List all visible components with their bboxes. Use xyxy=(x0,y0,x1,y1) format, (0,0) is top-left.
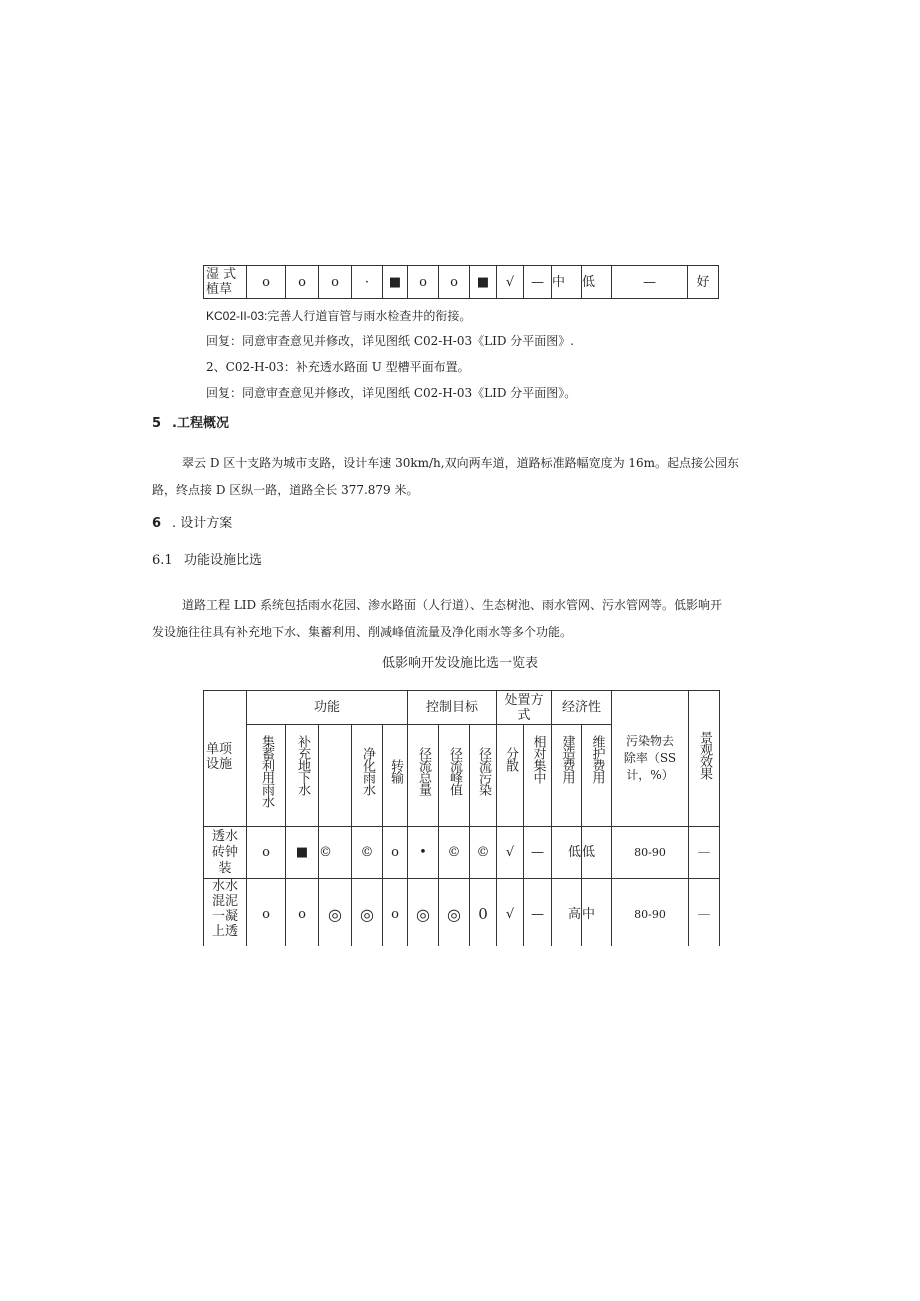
section-6-number: 6 xyxy=(152,516,162,531)
comparison-table-clip xyxy=(203,690,723,946)
landscape-text: 景观效果 xyxy=(697,731,712,779)
cell: √ xyxy=(497,266,524,299)
cell: 80-90 xyxy=(612,879,689,947)
cell: ◎ xyxy=(408,879,439,947)
cell: 低 xyxy=(582,827,612,879)
header-disposal: 处置方 式 xyxy=(497,691,552,725)
sub-header: 径流总量 xyxy=(408,725,439,827)
cell: 低 xyxy=(552,827,582,879)
item-2-line: 2、C02-H-03：补充透水路面 U 型槽平面布置。 xyxy=(206,360,470,374)
cell: 80-90 xyxy=(612,827,689,879)
cell: o xyxy=(383,827,408,879)
cell: o xyxy=(247,266,286,299)
cell: o xyxy=(408,266,439,299)
cell: — xyxy=(689,827,720,879)
sub-header: 净化雨水 xyxy=(352,725,383,827)
cell: o xyxy=(286,879,319,947)
cell: 0 xyxy=(470,879,497,947)
header-item: 单项 设施 xyxy=(204,691,247,827)
header-economy: 经济性 xyxy=(552,691,612,725)
sub-header: 建造费用 xyxy=(552,725,582,827)
header-landscape xyxy=(689,691,720,827)
cell: o xyxy=(247,879,286,947)
comparison-table xyxy=(203,690,720,946)
cell: o xyxy=(383,879,408,947)
section-6-para-line1: 道路工程 LID 系统包括雨水花园、渗水路面（人行道）、生态树池、雨水管网、污水管网等。低影响开 xyxy=(182,598,722,612)
cell: 中 xyxy=(552,266,582,299)
row-label: 湿 式 植草 xyxy=(204,266,247,299)
sub-header: 补充地下水 xyxy=(286,725,319,827)
cell: — xyxy=(524,827,552,879)
cell: o xyxy=(286,266,319,299)
header-control: 控制目标 xyxy=(408,691,497,725)
subsection-title: 功能设施比选 xyxy=(184,553,263,568)
cell: © xyxy=(470,827,497,879)
subsection-number: 6.1 xyxy=(152,553,173,568)
cell: © xyxy=(352,827,383,879)
cell: © xyxy=(439,827,470,879)
header-function: 功能 xyxy=(247,691,408,725)
cell: √ xyxy=(497,879,524,947)
cell: — xyxy=(524,266,552,299)
sub-header xyxy=(319,725,352,827)
cell: • xyxy=(408,827,439,879)
table-row xyxy=(204,827,720,879)
cell: ■ xyxy=(286,827,319,879)
cell: o xyxy=(439,266,470,299)
section-5-number: 5 xyxy=(152,416,162,431)
kc-note: KC02-II-03:完善人行道盲管与雨水检查井的衔接。 xyxy=(206,309,472,323)
cell: — xyxy=(524,879,552,947)
sub-header: 集蓄利用雨水 xyxy=(247,725,286,827)
table-caption: 低影响开发设施比选一览表 xyxy=(382,656,539,671)
header-pollutant: 污染物去 除率（SS 计，%） xyxy=(612,691,689,827)
cell: o xyxy=(319,266,352,299)
sub-header: 分散 xyxy=(497,725,524,827)
section-5-para-line1: 翠云 D 区十支路为城市支路，设计车速 30km/h,双向两车道，道路标准路幅宽度为 16m。起点接公园东 xyxy=(182,456,740,470)
section-6-title: . 设计方案 xyxy=(172,516,233,531)
top-table-fragment xyxy=(203,265,719,299)
sub-header: 转输 xyxy=(383,725,408,827)
table-row xyxy=(204,879,720,947)
cell: o xyxy=(247,827,286,879)
cell: 中 xyxy=(582,879,612,947)
section-6-para-line2: 发设施往往具有补充地下水、集蓄利用、削减峰值流量及净化雨水等多个功能。 xyxy=(152,625,573,639)
section-5-para-line2: 路，终点接 D 区纵一路，道路全长 377.879 米。 xyxy=(152,483,419,497)
section-5-title: .工程概况 xyxy=(172,416,229,431)
cell: ■ xyxy=(383,266,408,299)
cell: 高 xyxy=(552,879,582,947)
cell: — xyxy=(612,266,688,299)
cell: ◎ xyxy=(319,879,352,947)
cell: — xyxy=(689,879,720,947)
sub-header: 径流峰值 xyxy=(439,725,470,827)
row-name: 水水 混泥 一凝 上透 xyxy=(204,879,247,947)
cell: √ xyxy=(497,827,524,879)
cell: © xyxy=(319,827,352,879)
cell: 好 xyxy=(688,266,719,299)
row-name: 透水 砖钟 装 xyxy=(204,827,247,879)
reply-line-2: 回复：同意审查意见并修改，详见图纸 C02-H-03《LID 分平面图》。 xyxy=(206,386,577,400)
cell: · xyxy=(352,266,383,299)
sub-header: 径流污染 xyxy=(470,725,497,827)
cell: 低 xyxy=(582,266,612,299)
cell: ■ xyxy=(470,266,497,299)
cell: ◎ xyxy=(352,879,383,947)
sub-header: 维护费用 xyxy=(582,725,612,827)
cell: ◎ xyxy=(439,879,470,947)
reply-line-1: 回复：同意审查意见并修改，详见图纸 C02-H-03《LID 分平面图》. xyxy=(206,334,575,348)
sub-header: 相对集中 xyxy=(524,725,552,827)
